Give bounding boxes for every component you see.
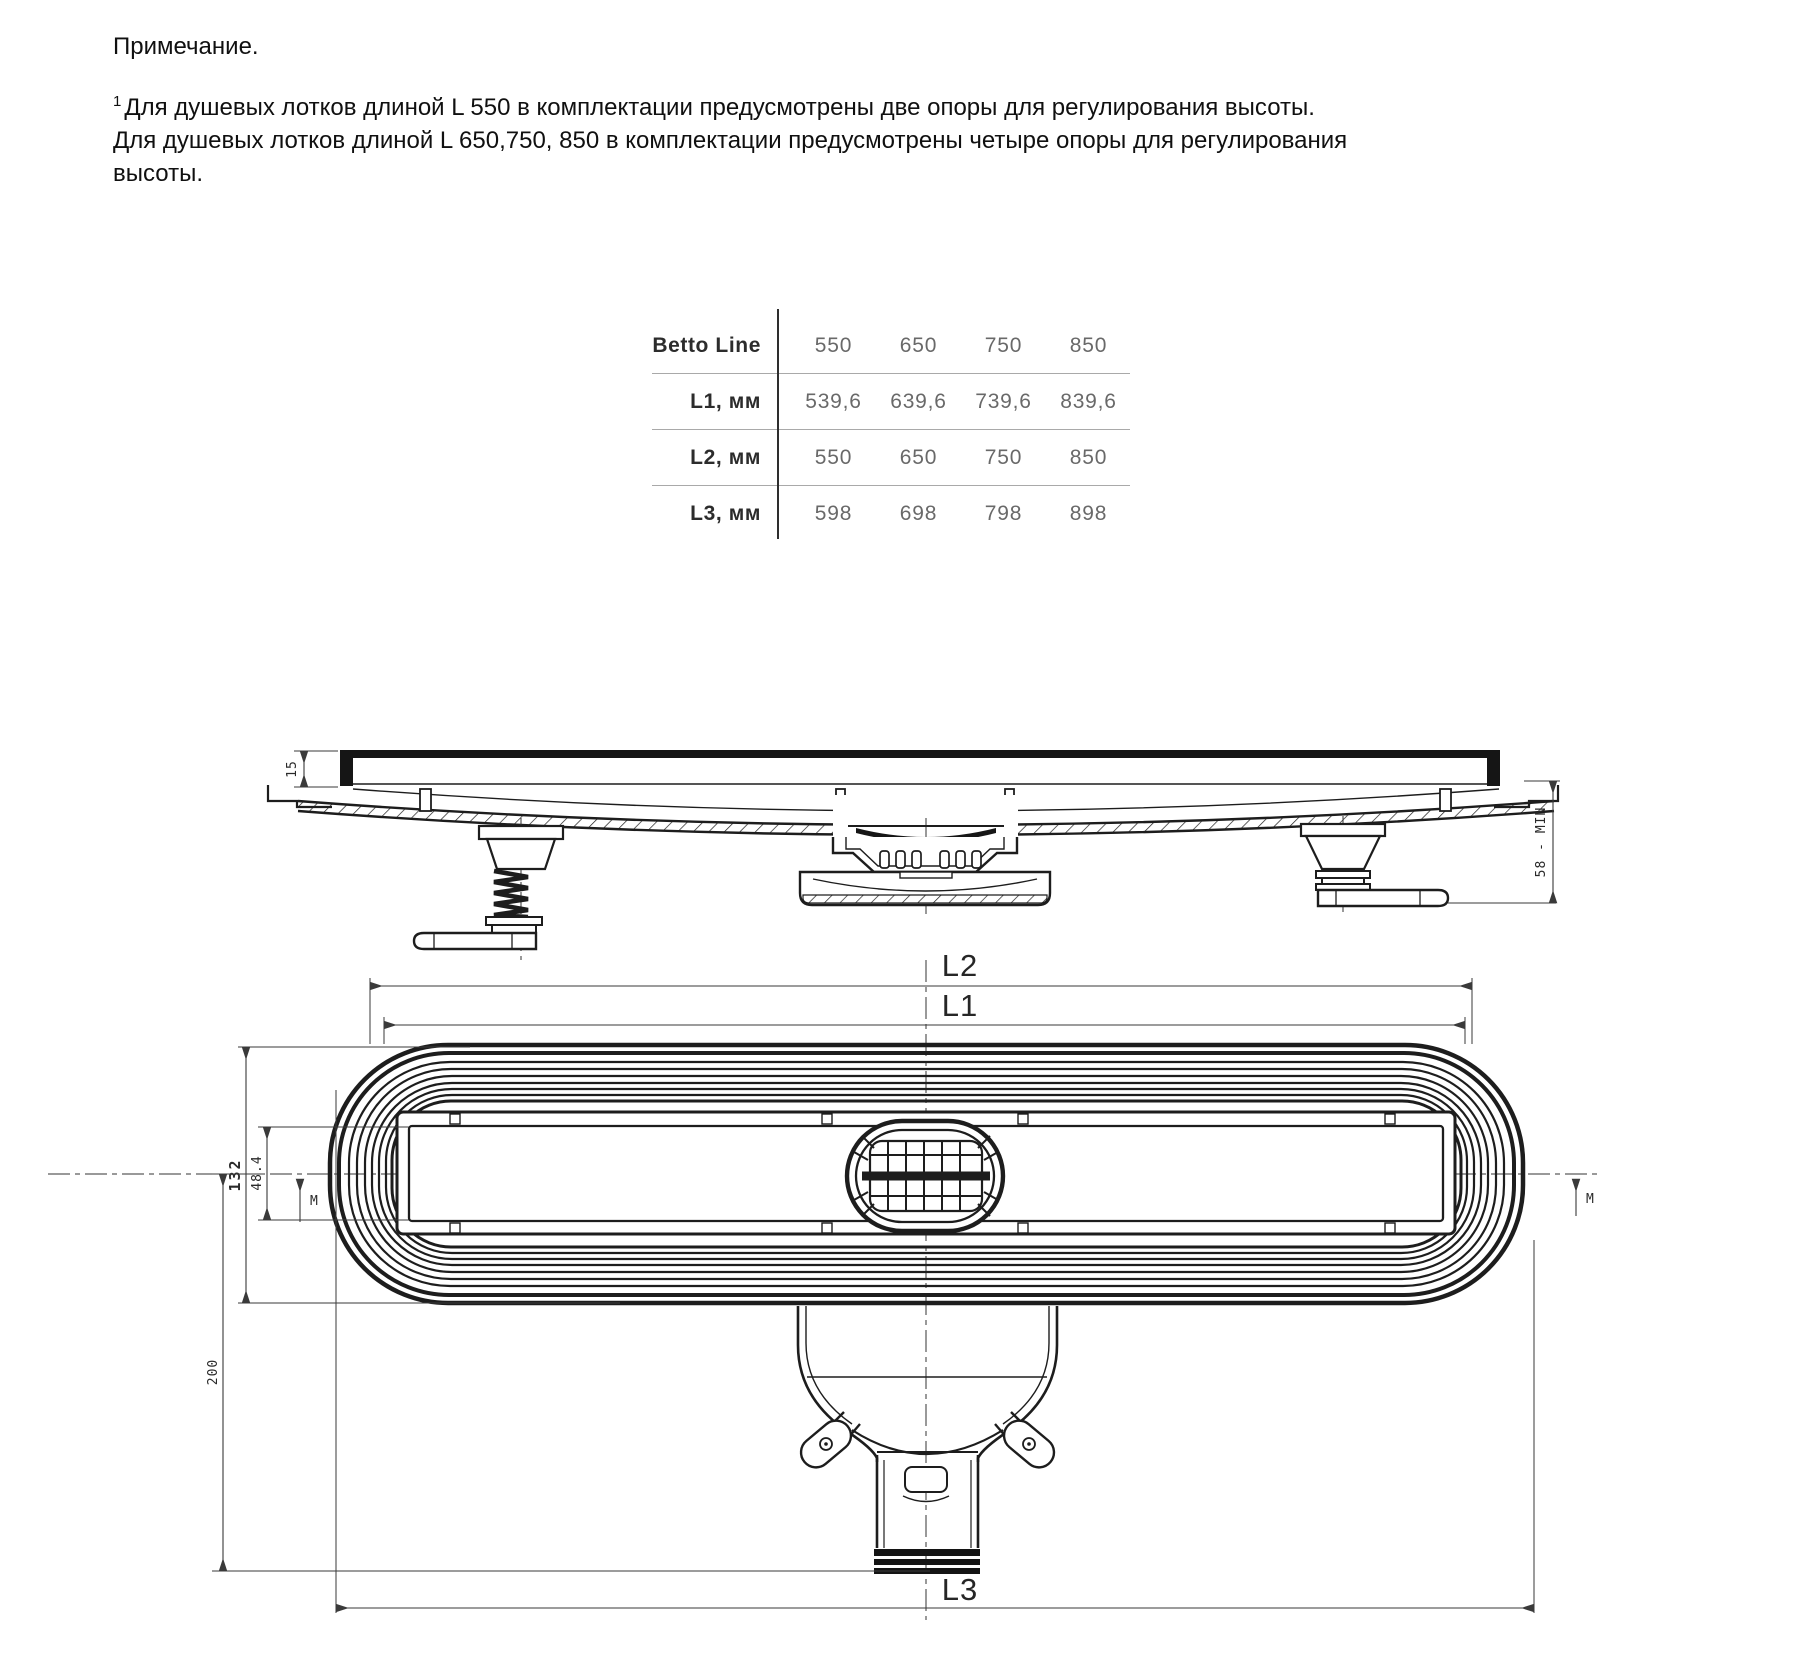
footnote-mark: 1	[113, 93, 122, 110]
table-header-label: Betto Line	[652, 333, 761, 357]
table-header-value: 750	[984, 333, 1023, 357]
note-title: Примечание.	[113, 33, 259, 60]
table-header-value: 550	[814, 333, 853, 357]
mark-m-right-label: M	[1586, 1192, 1595, 1207]
level-mark-left	[300, 1179, 319, 1222]
table-row-l3: L3, мм 598 698 798 898	[690, 501, 1108, 525]
dim-l1-label: L1	[941, 988, 979, 1023]
dim-l2-label: L2	[941, 948, 979, 983]
table-header-value: 650	[899, 333, 938, 357]
dim-min-height	[1524, 781, 1560, 903]
dim-58min-label: 58 - MIN	[1534, 806, 1549, 878]
dim-l1	[384, 988, 1465, 1044]
right-support-leg	[1301, 816, 1556, 914]
dim-48-label: 48.4	[250, 1155, 265, 1191]
drain-grate	[847, 1121, 1003, 1231]
plan-view	[48, 948, 1598, 1620]
level-mark-right	[1576, 1179, 1595, 1216]
dim-channel-height	[285, 751, 338, 787]
drain-trap-side	[800, 795, 1050, 915]
dim-l3-label: L3	[941, 1572, 979, 1607]
dim-200-label: 200	[206, 1358, 221, 1386]
dim-15-label: 15	[285, 760, 300, 778]
outlet-pipe	[874, 1452, 980, 1574]
channel-profile	[340, 750, 1500, 786]
dim-l2	[370, 948, 1472, 1044]
side-view	[268, 750, 1560, 960]
mark-m-left-label: M	[310, 1194, 319, 1209]
note-line-1: $^1$ Для душевых лотков длиной L 550 в комплектации предусмотрены две опоры для регулирования высоты.	[113, 93, 1315, 121]
drain-outlet	[795, 1306, 1060, 1574]
table-row-l2: L2, мм 550 650 750 850	[652, 430, 1130, 486]
note-line-2: Для душевых лотков длиной L 650,750, 850 в комплектации предусмотрены четыре опоры для регулирования высоты.	[113, 127, 1348, 187]
dim-132-label: 132	[226, 1158, 244, 1192]
left-support-leg	[414, 818, 563, 960]
table-row-l1: L1, мм 539,6 639,6 739,6 839,6	[652, 374, 1130, 430]
table-header-value: 850	[1069, 333, 1108, 357]
